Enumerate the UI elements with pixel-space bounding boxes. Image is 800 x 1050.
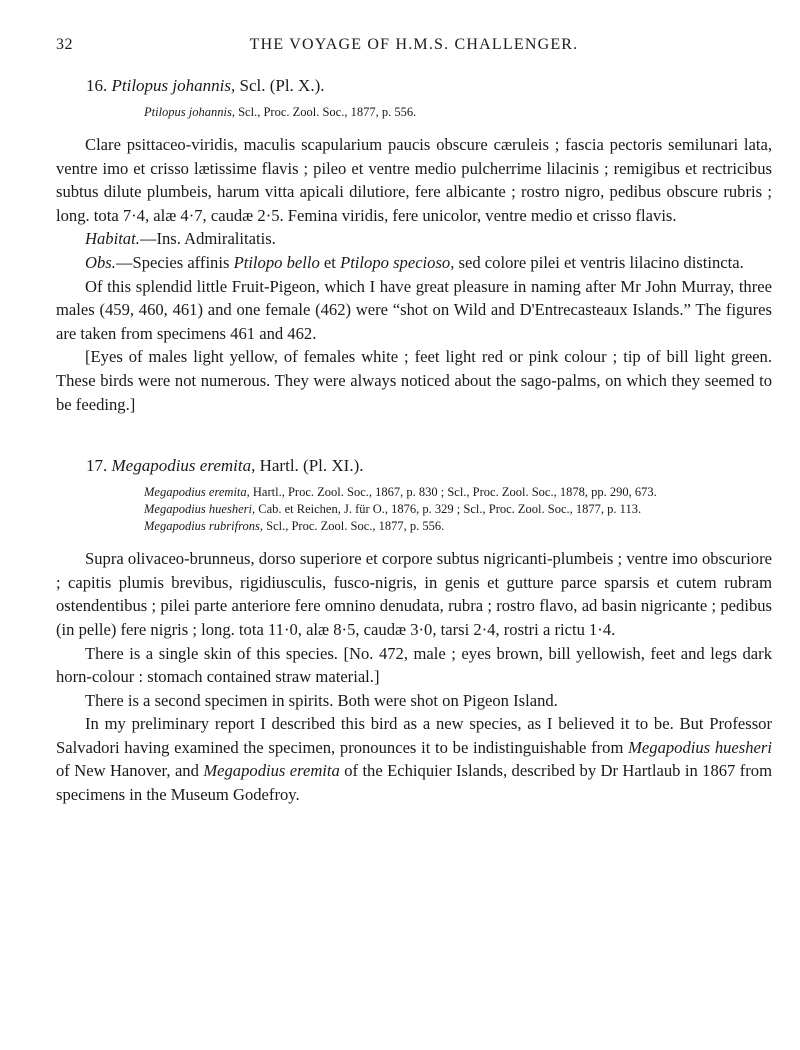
synonymy-line: Megapodius rubrifrons, Scl., Proc. Zool. Soc., 1877, p. 556.	[144, 519, 445, 534]
species-number: 16.	[86, 76, 108, 95]
page-header	[56, 36, 772, 60]
page	[56, 36, 772, 807]
synonymy-line: Megapodius eremita, Hartl., Proc. Zool. Soc., 1867, p. 830 ; Scl., Proc. Zool. Soc., 1878, pp. 290, 673.	[144, 485, 657, 500]
synonymy-16	[56, 104, 772, 121]
species-heading-16	[56, 76, 772, 96]
paragraph-preliminary-report: In my preliminary report I described this bird as a new species, as I believed it to be. But Professor Salvadori having examined the specimen, pronounces it to be indistinguishable from Megapodius huesheri of New Hanover, and Megapodius eremita of the Echiquier Islands, described by Dr Hartlaub in 1867 from specimens in the Museum Godefroy.	[56, 714, 772, 805]
running-title: THE VOYAGE OF H.M.S. CHALLENGER.	[249, 36, 579, 53]
latin-description-16: Clare psittaceo-viridis, maculis scapularium paucis obscure cæruleis ; fascia pectoris semilunari lata, ventre imo et crisso lætissime flavis ; pileo et ventre medio pulcherrime lilacinis ; remigibus et rectricibus subtus dilute plumbeis, harum vitta apicali dilutiore, fere albicante ; rostro nigro, pedibus obscure rubris ; long. tota 7·4, alæ 4·7, caudæ 2·5. Femina viridis, fere unicolor, ventre medio et crisso flavis.	[56, 135, 772, 225]
species-authority: Hartl. (Pl. XI.).	[259, 456, 364, 476]
paragraph-second-specimen: There is a second specimen in spirits. Both were shot on Pigeon Island.	[85, 690, 558, 710]
paragraph-single-skin: There is a single skin of this species. [No. 472, male ; eyes brown, bill yellowish, feet and legs dark horn-colour : stomach contained straw material.]	[56, 643, 772, 687]
species-heading-17	[56, 456, 772, 476]
synonymy-line: Megapodius huesheri, Cab. et Reichen, J. für O., 1876, p. 329 ; Scl., Proc. Zool. Soc., 1877, p. 113.	[144, 502, 642, 517]
paragraph-murray: Of this splendid little Fruit-Pigeon, which I have great pleasure in naming after Mr John Murray, three males (459, 460, 461) and one female (462) were “shot on Wild and D'Entrecasteaux Islands.” The figures are taken from specimens 461 and 462.	[56, 276, 772, 343]
species-name: Megapodius eremita,	[111, 456, 256, 476]
species-authority: Scl. (Pl. X.).	[239, 76, 325, 95]
species-name: Ptilopus johannis,	[111, 76, 236, 95]
page-number: 32	[56, 36, 73, 53]
habitat-16: Habitat.—Ins. Admiralitatis.	[85, 229, 276, 249]
latin-description-17: Supra olivaceo-brunneus, dorso superiore et corpore subtus nigricanti-plumbeis ; ventre imo obscuriore ; capitis plumis brevibus, rigidiusculis, fusco-nigris, in genis et gutture parce sparsis et cutem rubram ostendentibus ; pilei parte anteriore fere omnino denudata, rubra ; rostro flavo, ad basin nigricante ; pedibus (in pelle) fere nigris ; long. tota 11·0, alæ 8·5, caudæ 3·0, tarsi 2·4, rostri a rictu 1·4.	[56, 549, 772, 639]
synonymy-line: Ptilopus johannis, Scl., Proc. Zool. Soc., 1877, p. 556.	[144, 105, 417, 119]
synonymy-17	[56, 484, 772, 535]
observation-16: Obs.—Species affinis Ptilopo bello et Ptilopo specioso, sed colore pilei et ventris lilacino distincta.	[85, 252, 744, 272]
paragraph-field-notes-16: [Eyes of males light yellow, of females white ; feet light red or pink colour ; tip of bill light green. These birds were not numerous. They were always noticed about the sago-palms, on which they seemed to be feeding.]	[56, 347, 772, 414]
species-number: 17.	[86, 456, 108, 476]
